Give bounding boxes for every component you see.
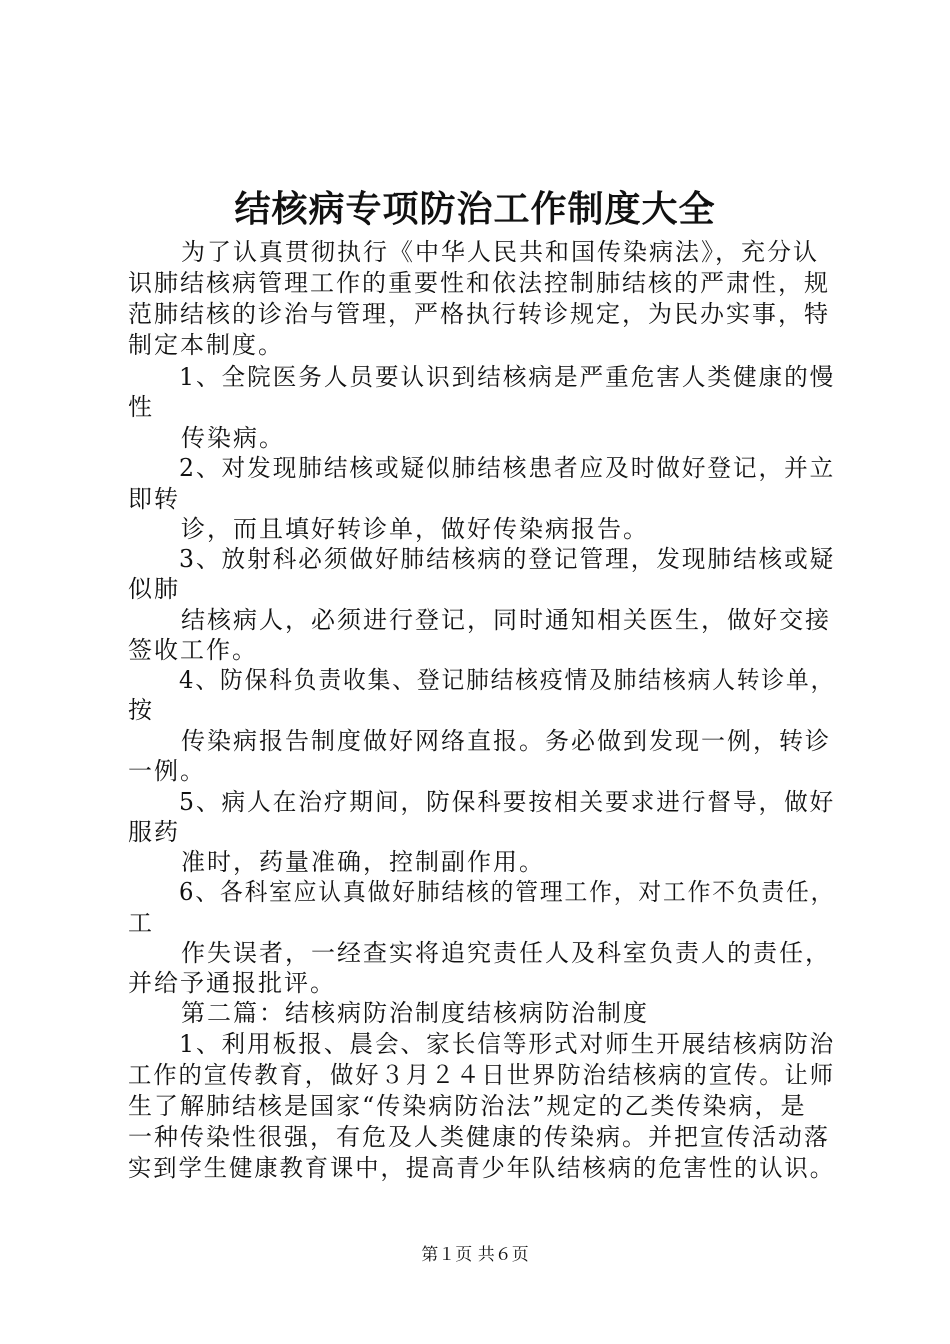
- body-line: 传染病报告制度做好网络直报。务必做到发现一例，转诊: [181, 727, 831, 755]
- body-line: 似肺: [128, 575, 180, 603]
- body-line: 为了认真贯彻执行《中华人民共和国传染病法》，充分认: [181, 238, 819, 266]
- body-line: 3、放射科必须做好肺结核病的登记管理，发现肺结核或疑: [179, 545, 836, 573]
- body-line: 5、病人在治疗期间，防保科要按相关要求进行督导，做好: [179, 788, 836, 816]
- body-line: 传染病。: [181, 424, 285, 452]
- body-line: 一种传染性很强，有危及人类健康的传染病。并把宣传活动落: [128, 1123, 830, 1151]
- body-line: 工: [128, 909, 154, 937]
- section-heading: 第二篇：结核病防治制度结核病防治制度: [181, 999, 649, 1027]
- document-title: 结核病专项防治工作制度大全: [234, 188, 716, 230]
- body-line: 服药: [128, 818, 180, 846]
- body-line: 按: [128, 696, 154, 724]
- body-line: 签收工作。: [128, 636, 258, 664]
- body-line: 1、全院医务人员要认识到结核病是严重危害人类健康的慢: [179, 363, 836, 391]
- body-line: 并给予通报批评。: [128, 969, 336, 997]
- body-line: 即转: [128, 485, 180, 513]
- body-line: 一例。: [128, 757, 206, 785]
- body-line: 结核病人，必须进行登记，同时通知相关医生，做好交接: [181, 606, 831, 634]
- body-line: 生了解肺结核是国家“传染病防治法”规定的乙类传染病，是: [128, 1092, 807, 1120]
- body-line: 1、利用板报、晨会、家长信等形式对师生开展结核病防治: [179, 1030, 836, 1058]
- body-line: 准时，药量准确，控制副作用。: [181, 848, 545, 876]
- body-line: 性: [128, 393, 154, 421]
- body-line: 6、各科室应认真做好肺结核的管理工作，对工作不负责任，: [179, 878, 836, 906]
- body-line: 实到学生健康教育课中，提高青少年队结核病的危害性的认识。: [128, 1154, 836, 1182]
- body-line: 2、对发现肺结核或疑似肺结核患者应及时做好登记，并立: [179, 454, 836, 482]
- body-line: 识肺结核病管理工作的重要性和依法控制肺结核的严肃性，规: [128, 269, 830, 297]
- body-line: 制定本制度。: [128, 331, 284, 359]
- body-line: 4、防保科负责收集、登记肺结核疫情及肺结核病人转诊单，: [179, 666, 836, 694]
- body-line: 工作的宣传教育，做好３月２４日世界防治结核病的宣传。让师: [128, 1061, 836, 1089]
- body-line: 作失误者，一经查实将追究责任人及科室负责人的责任，: [181, 939, 831, 967]
- body-line: 范肺结核的诊治与管理，严格执行转诊规定，为民办实事，特: [128, 300, 830, 328]
- body-line: 诊，而且填好转诊单，做好传染病报告。: [181, 515, 649, 543]
- page-footer: 第１页 共６页: [421, 1245, 529, 1265]
